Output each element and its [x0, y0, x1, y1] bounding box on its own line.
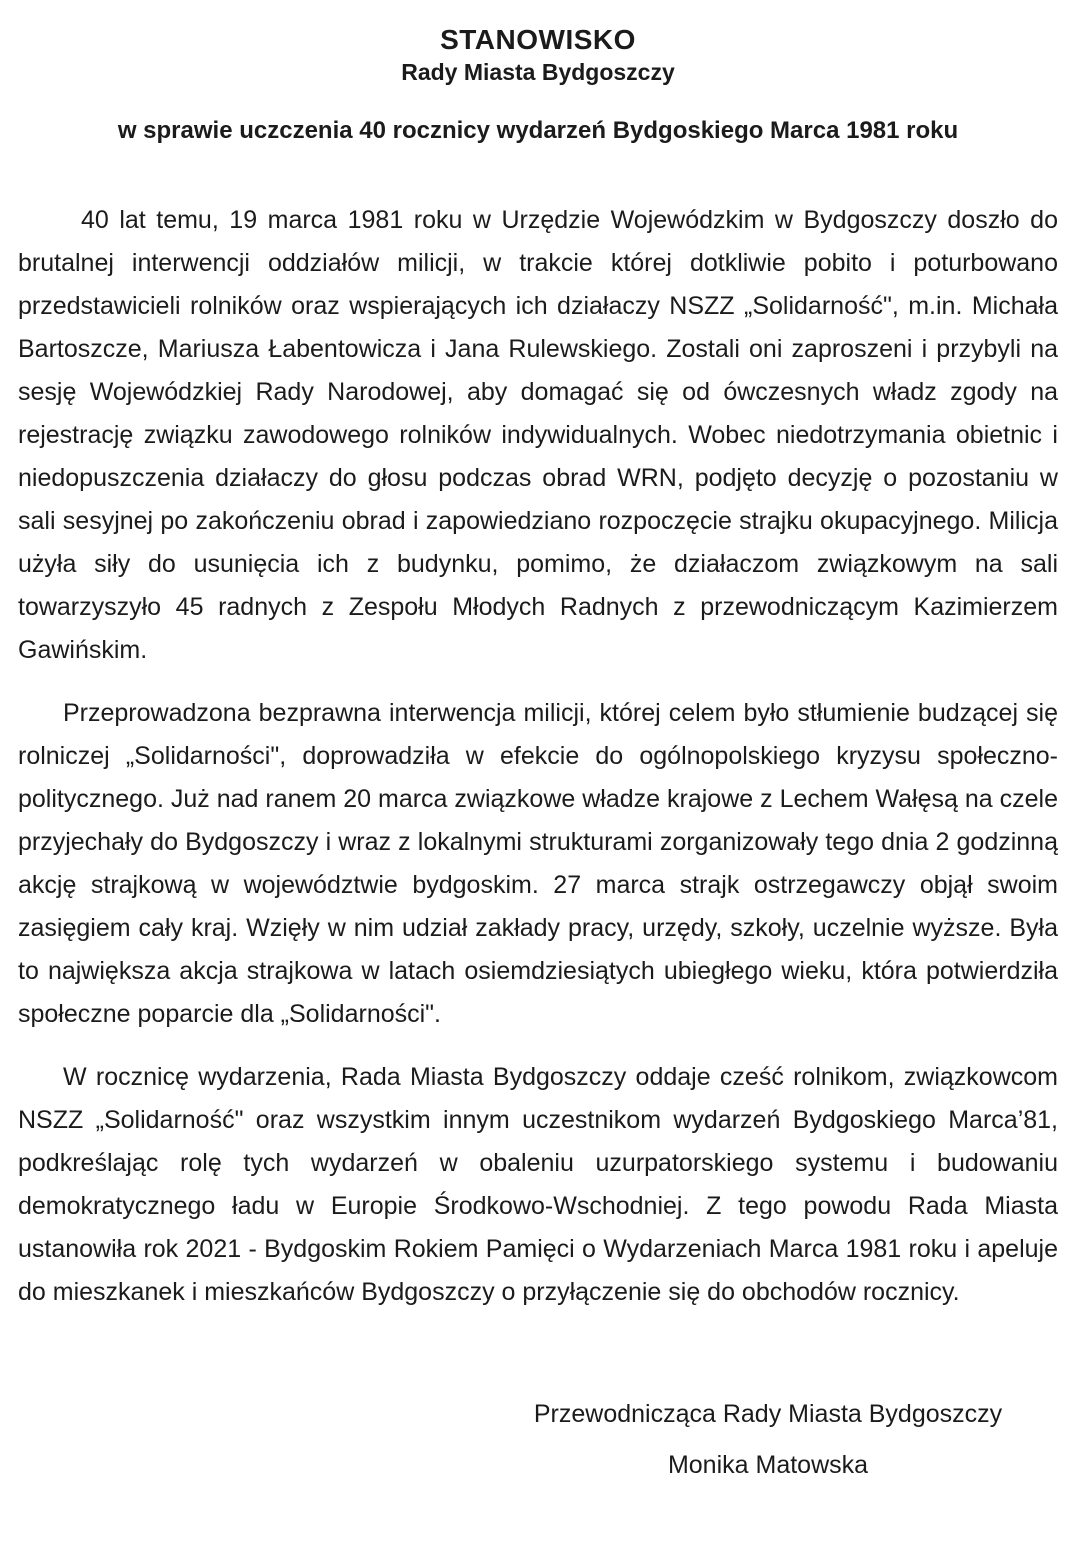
signature-role: Przewodnicząca Rady Miasta Bydgoszczy [533, 1400, 1003, 1428]
document-body [18, 199, 1058, 1314]
document-page [0, 24, 1076, 1547]
paragraph-1: 40 lat temu, 19 marca 1981 roku w Urzędzie Wojewódzkim w Bydgoszczy doszło do brutalnej interwencji oddziałów milicji, w trakcie której dotkliwie pobito i poturbowano przedstawicieli rolników oraz wspierających ich działaczy NSZZ „Solidarność", m.in. Michała Bartoszcze, Mariusza Łabentowicza i Jana Rulewskiego. Zostali oni zaproszeni i przybyli na sesję Wojewódzkiej Rady Narodowej, aby domagać się od ówczesnych władz zgody na rejestrację związku zawodowego rolników indywidualnych. Wobec niedotrzymania obietnic i niedopuszczenia działaczy do głosu podczas obrad WRN, podjęto decyzję o pozostaniu w sali sesyjnej po zakończeniu obrad i zapowiedziano rozpoczęcie strajku okupacyjnego. Milicja użyła siły do usunięcia ich z budynku, pomimo, że działaczom związkowym na sali towarzyszyło 45 radnych z Zespołu Młodych Radnych z przewodniczącym Kazimierzem Gawińskim. [18, 206, 1058, 664]
signature-name: Monika Matowska [667, 1451, 869, 1479]
document-header [18, 24, 1058, 145]
document-issuer: Rady Miasta Bydgoszczy [401, 59, 675, 85]
document-title: STANOWISKO [440, 24, 636, 55]
document-subject: w sprawie uczczenia 40 rocznicy wydarzeń Bydgoskiego Marca 1981 roku [117, 117, 959, 144]
paragraph-3: W rocznicę wydarzenia, Rada Miasta Bydgoszczy oddaje cześć rolnikom, związkowcom NSZZ „Solidarność" oraz wszystkim innym uczestnikom wydarzeń Bydgoskiego Marca’81, podkreślając rolę tych wydarzeń w obaleniu uzurpatorskiego systemu i budowaniu demokratycznego ładu w Europie Środkowo-Wschodniej. Z tego powodu Rada Miasta ustanowiła rok 2021 - Bydgoskim Rokiem Pamięci o Wydarzeniach Marca 1981 roku i apeluje do mieszkanek i mieszkańców Bydgoszczy o przyłączenie się do obchodów rocznicy. [18, 1063, 1058, 1306]
paragraph-2: Przeprowadzona bezprawna interwencja milicji, której celem było stłumienie budzącej się rolniczej „Solidarności", doprowadziła w efekcie do ogólnopolskiego kryzysu społeczno-politycznego. Już nad ranem 20 marca związkowe władze krajowe z Lechem Wałęsą na czele przyjechały do Bydgoszczy i wraz z lokalnymi strukturami zorganizowały tego dnia 2 godzinną akcję strajkową w województwie bydgoskim. 27 marca strajk ostrzegawczy objął swoim zasięgiem cały kraj. Wzięły w nim udział zakłady pracy, urzędy, szkoły, uczelnie wyższe. Była to największa akcja strajkowa w latach osiemdziesiątych ubiegłego wieku, która potwierdziła społeczne poparcie dla „Solidarności". [18, 699, 1058, 1028]
signature-block [488, 1393, 1048, 1487]
